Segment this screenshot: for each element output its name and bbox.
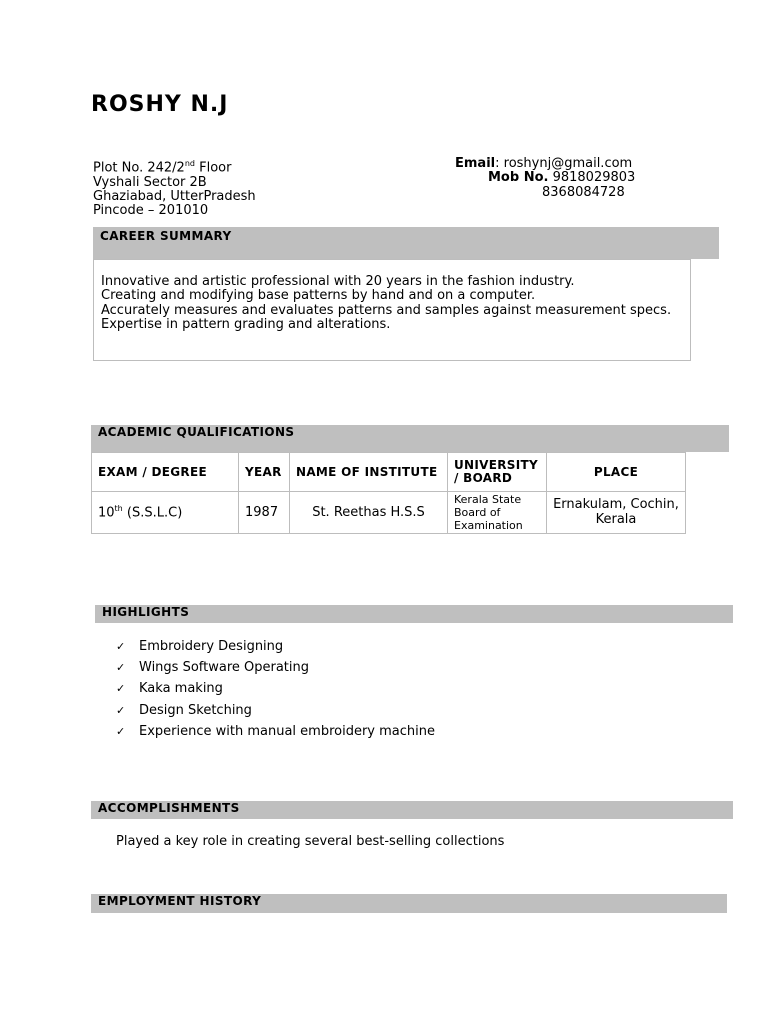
summary-line: Expertise in pattern grading and alterations. bbox=[101, 316, 391, 332]
candidate-name: ROSHY N.J bbox=[91, 92, 229, 117]
cell-board: Kerala State Board of Examination bbox=[448, 492, 547, 534]
list-item: ✓ Design Sketching bbox=[116, 702, 435, 723]
check-icon: ✓ bbox=[116, 724, 126, 738]
table-header-row bbox=[92, 453, 686, 492]
address-line-1: Plot No. 242/2nd Floor bbox=[93, 159, 232, 176]
list-item: ✓ Embroidery Designing bbox=[116, 638, 435, 659]
list-item: ✓ Wings Software Operating bbox=[116, 659, 435, 680]
accomplishment-text: Played a key role in creating several best-selling collections bbox=[116, 834, 505, 849]
highlights-heading: HIGHLIGHTS bbox=[95, 605, 733, 623]
check-icon: ✓ bbox=[116, 640, 126, 653]
col-place: PLACE bbox=[547, 453, 686, 492]
summary-line: Creating and modifying base patterns by hand and on a computer. bbox=[101, 288, 536, 304]
email-line: Email: roshynj@gmail.com bbox=[455, 156, 633, 171]
highlights-list bbox=[116, 638, 435, 744]
col-institute: NAME OF INSTITUTE bbox=[290, 453, 448, 492]
summary-line: Accurately measures and evaluates patterns and samples against measurement specs. bbox=[101, 302, 672, 318]
check-icon: ✓ bbox=[116, 703, 126, 717]
mobile-line: Mob No. 9818029803 bbox=[488, 170, 636, 186]
address-block bbox=[93, 157, 256, 219]
cell-exam: 10th (S.S.L.C) bbox=[92, 492, 239, 534]
col-year: YEAR bbox=[239, 453, 290, 492]
career-summary-heading: CAREER SUMMARY bbox=[93, 227, 719, 259]
address-line-2: Vyshali Sector 2B bbox=[93, 174, 207, 190]
check-icon: ✓ bbox=[116, 682, 126, 696]
academic-table bbox=[91, 452, 686, 534]
summary-line: Innovative and artistic professional with 20 years in the fashion industry. bbox=[101, 274, 575, 289]
mobile-line-2: 8368084728 bbox=[542, 184, 625, 200]
accomplishments-heading: ACCOMPLISHMENTS bbox=[91, 801, 733, 819]
contact-block bbox=[455, 157, 635, 200]
list-item: ✓ Experience with manual embroidery machine bbox=[116, 723, 435, 744]
address-line-4: Pincode – 201010 bbox=[93, 203, 209, 219]
employment-heading: EMPLOYMENT HISTORY bbox=[91, 894, 727, 913]
cell-year: 1987 bbox=[239, 492, 290, 534]
list-item: ✓ Kaka making bbox=[116, 680, 435, 701]
cell-place: Ernakulam, Cochin, Kerala bbox=[547, 492, 686, 534]
col-exam: EXAM / DEGREE bbox=[92, 453, 239, 492]
table-row bbox=[92, 492, 686, 534]
academic-heading: ACADEMIC QUALIFICATIONS bbox=[91, 425, 729, 452]
col-board: UNIVERSITY / BOARD bbox=[448, 453, 547, 492]
address-line-3: Ghaziabad, UtterPradesh bbox=[93, 188, 256, 204]
career-summary-box bbox=[93, 259, 691, 361]
cell-institute: St. Reethas H.S.S bbox=[290, 492, 448, 534]
check-icon: ✓ bbox=[116, 661, 126, 675]
